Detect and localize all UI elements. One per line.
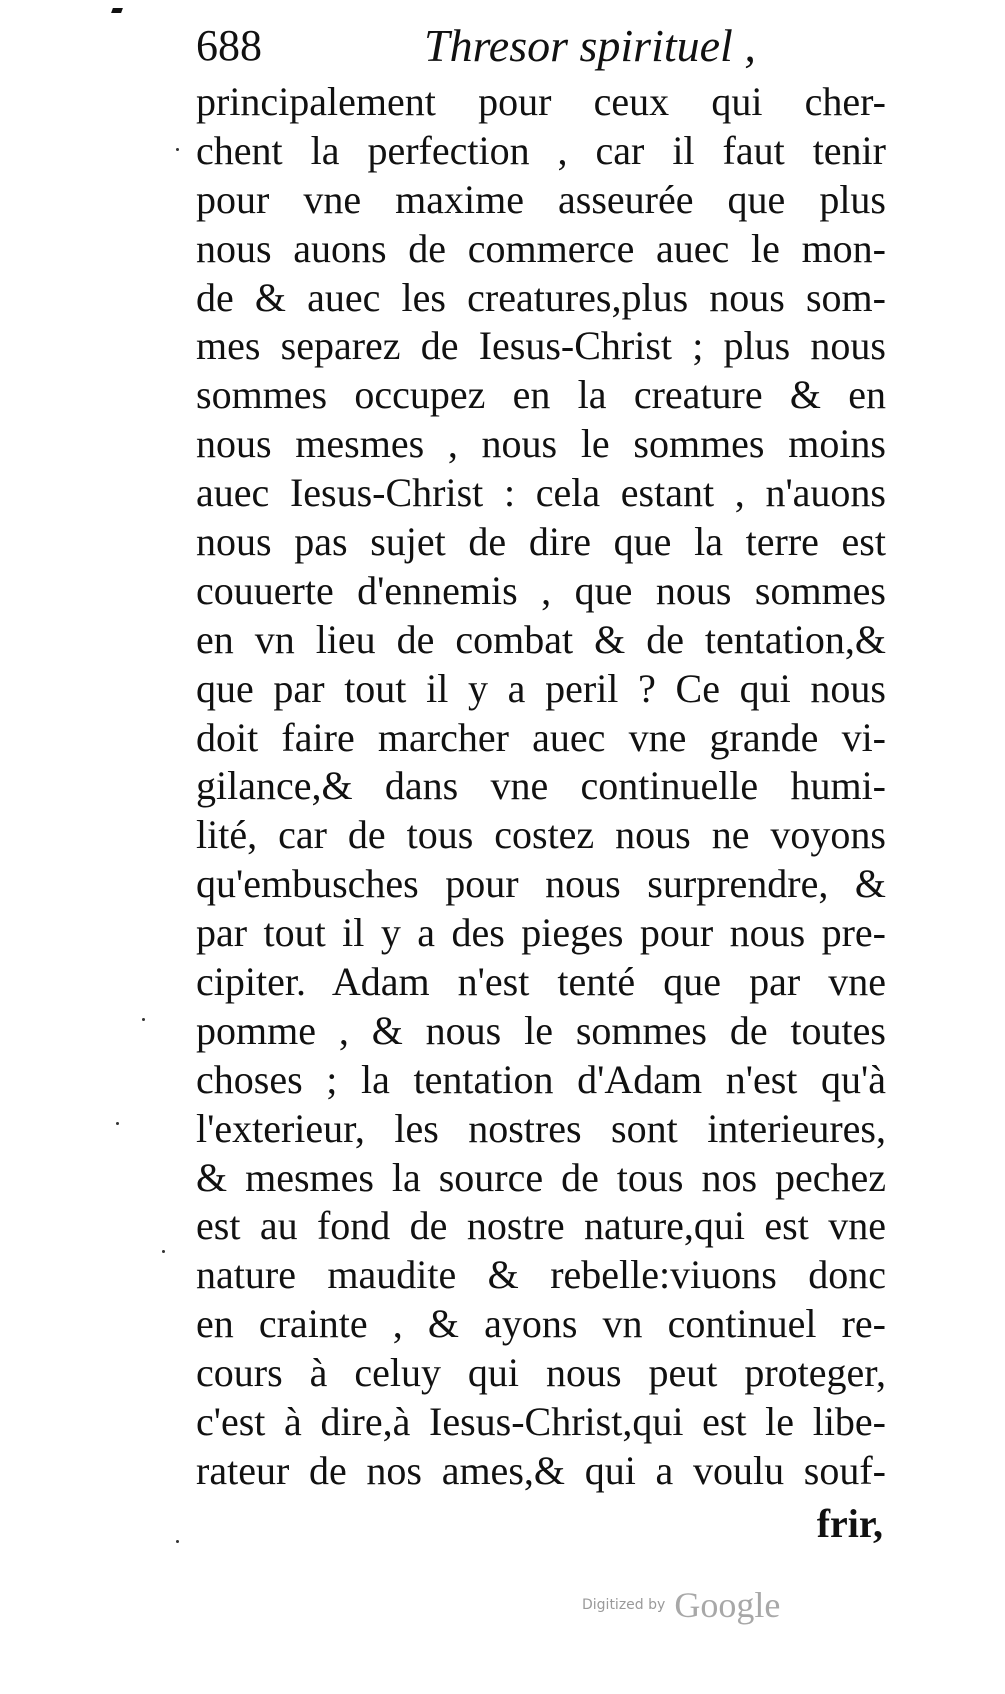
ink-speck <box>176 1540 179 1543</box>
text-line: chent la perfection , car il faut tenir <box>196 127 886 173</box>
text-line: principalement pour ceux qui cher- <box>196 79 886 124</box>
ink-speck <box>176 148 179 151</box>
text-line: auec Iesus-Christ : cela estant , n'auons <box>196 470 886 516</box>
text-line: rateur de nos ames,& qui a voulu souf- <box>196 1447 886 1493</box>
text-line: cipiter. Adam n'est tenté que par vne <box>196 959 886 1005</box>
text-line: sommes occupez en la creature & en <box>196 372 886 418</box>
text-line: cours à celuy qui nous peut proteger, <box>196 1350 886 1396</box>
body-text <box>196 78 886 1496</box>
text-line: choses ; la tentation d'Adam n'est qu'à <box>196 1056 886 1102</box>
text-line: & mesmes la source de tous nos pechez <box>196 1154 886 1200</box>
text-line: est au fond de nostre nature,qui est vne <box>196 1203 886 1249</box>
text-line: l'exterieur, les nostres sont interieures, <box>196 1105 886 1151</box>
print-mark <box>111 8 123 13</box>
running-title: Thresor spirituel , <box>424 20 756 71</box>
text-line: lité, car de tous costez nous ne voyons <box>196 812 886 858</box>
text-line: doit faire marcher auec vne grande vi- <box>196 714 886 760</box>
ink-speck <box>142 1018 145 1021</box>
text-line: pomme , & nous le sommes de toutes <box>196 1007 886 1053</box>
text-line: mes separez de Iesus-Christ ; plus nous <box>196 323 886 369</box>
text-line: nature maudite & rebelle:viuons donc <box>196 1252 886 1298</box>
text-line: en vn lieu de combat & de tentation,& <box>196 616 886 662</box>
running-head <box>196 18 896 74</box>
digitized-by-label: Digitized by <box>582 1597 666 1613</box>
text-line: qu'embusches pour nous surprendre, & <box>196 861 886 907</box>
text-line: par tout il y a des pieges pour nous pre- <box>196 910 886 956</box>
text-line: couuerte d'ennemis , que nous sommes <box>196 567 886 613</box>
text-line: nous auons de commerce auec le mon- <box>196 225 886 271</box>
text-line: en crainte , & ayons vn continuel re- <box>196 1301 886 1347</box>
text-line: c'est à dire,à Iesus-Christ,qui est le libe- <box>196 1399 886 1445</box>
ink-speck <box>162 1250 165 1253</box>
digitized-watermark <box>582 1584 780 1626</box>
text-line: nous pas sujet de dire que la terre est <box>196 519 886 565</box>
text-line: pour vne maxime asseurée que plus <box>196 176 886 222</box>
text-line: nous mesmes , nous le sommes moins <box>196 421 886 467</box>
catchword: frir, <box>816 1501 883 1546</box>
text-line: gilance,& dans vne continuelle humi- <box>196 763 886 809</box>
google-logo: Google <box>674 1585 781 1625</box>
text-line: de & auec les creatures,plus nous som- <box>196 274 886 320</box>
ink-speck <box>116 1122 119 1125</box>
text-line: que par tout il y a peril ? Ce qui nous <box>196 665 886 711</box>
page-number: 688 <box>196 21 262 70</box>
